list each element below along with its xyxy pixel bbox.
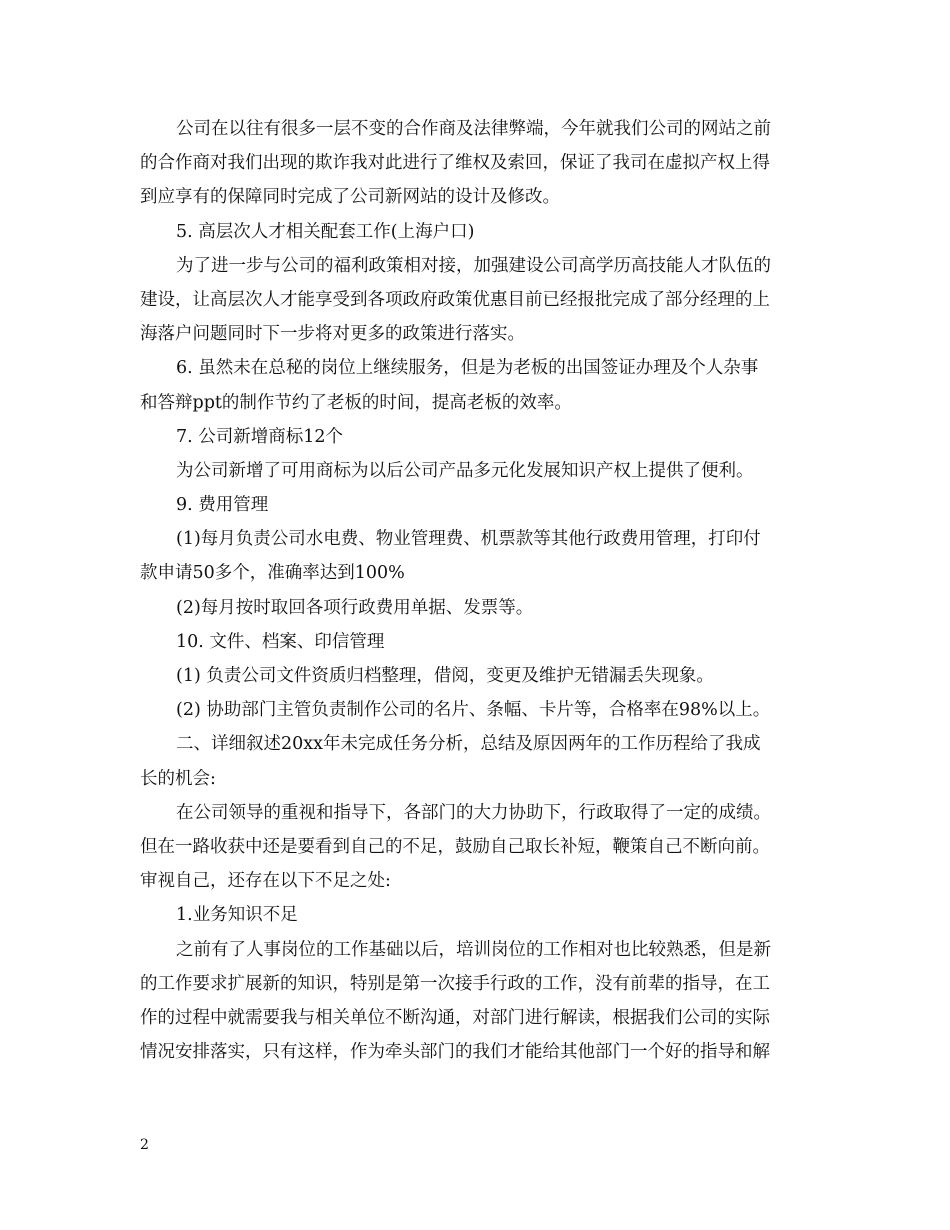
page-number: 2 xyxy=(140,1137,149,1153)
list-item: (2) 协助部门主管负责制作公司的名片、条幅、卡片等，合格率在98%以上。 xyxy=(176,700,771,721)
list-item: (2)每月按时取回各项行政费用单据、发票等。 xyxy=(176,597,534,618)
paragraph-line: 之前有了人事岗位的工作基础以后，培训岗位的工作相对也比较熟悉，但是新 xyxy=(176,939,771,960)
paragraph-line: 长的机会: xyxy=(140,768,216,789)
paragraph-line: 公司在以往有很多一层不变的合作商及法律弊端，今年就我们公司的网站之前 xyxy=(176,119,771,139)
document-body xyxy=(140,112,814,1069)
section-heading: 9. 费用管理 xyxy=(176,495,269,516)
paragraph-line: 和答辩ppt的制作节约了老板的时间，提高老板的效率。 xyxy=(140,392,572,413)
paragraph-line: 审视自己，还存在以下不足之处: xyxy=(140,871,391,892)
section-heading: 5. 高层次人才相关配套工作(上海户口) xyxy=(176,221,475,242)
section-heading: 6. 虽然未在总秘的岗位上继续服务，但是为老板的出国签证办理及个人杂事 xyxy=(176,358,759,379)
paragraph-line: 为公司新增了可用商标为以后公司产品多元化发展知识产权上提供了便利。 xyxy=(176,460,754,481)
paragraph-line: 到应享有的保障同时完成了公司新网站的设计及修改。 xyxy=(140,187,560,208)
paragraph-line: 但在一路收获中还是要看到自己的不足，鼓励自己取长补短，鞭策自己不断向前。 xyxy=(140,836,770,857)
section-heading: 二、详细叙述20xx年未完成任务分析，总结及原因两年的工作历程给了我成 xyxy=(176,734,761,755)
list-item-continuation: 款申请50多个，准确率达到100% xyxy=(140,563,405,584)
list-item: (1)每月负责公司水电费、物业管理费、机票款等其他行政费用管理，打印付 xyxy=(176,529,761,550)
paragraph-line: 情况安排落实，只有这样，作为牵头部门的我们才能给其他部门一个好的指导和解 xyxy=(140,1042,770,1063)
paragraph-line: 的工作要求扩展新的知识，特别是第一次接手行政的工作，没有前辈的指导，在工 xyxy=(140,973,770,994)
section-heading: 7. 公司新增商标12个 xyxy=(176,426,344,447)
list-item: (1) 负责公司文件资质归档整理，借阅，变更及维护无错漏丢失现象。 xyxy=(176,666,714,686)
paragraph-line: 作的过程中就需要我与相关单位不断沟通，对部门进行解读，根据我们公司的实际 xyxy=(140,1007,770,1028)
paragraph-line: 在公司领导的重视和指导下，各部门的大力协助下，行政取得了一定的成绩。 xyxy=(176,802,771,823)
paragraph-line: 海落户问题同时下一步将对更多的政策进行落实。 xyxy=(140,324,525,345)
paragraph-line: 为了进一步与公司的福利政策相对接，加强建设公司高学历高技能人才队伍的 xyxy=(176,255,771,276)
section-heading: 10. 文件、档案、印信管理 xyxy=(176,631,385,652)
paragraph-line: 的合作商对我们出现的欺诈我对此进行了维权及索回，保证了我司在虚拟产权上得 xyxy=(140,153,770,174)
paragraph-line: 建设，让高层次人才能享受到各项政府政策优惠目前已经报批完成了部分经理的上 xyxy=(140,289,770,310)
section-heading: 1.业务知识不足 xyxy=(176,905,298,926)
